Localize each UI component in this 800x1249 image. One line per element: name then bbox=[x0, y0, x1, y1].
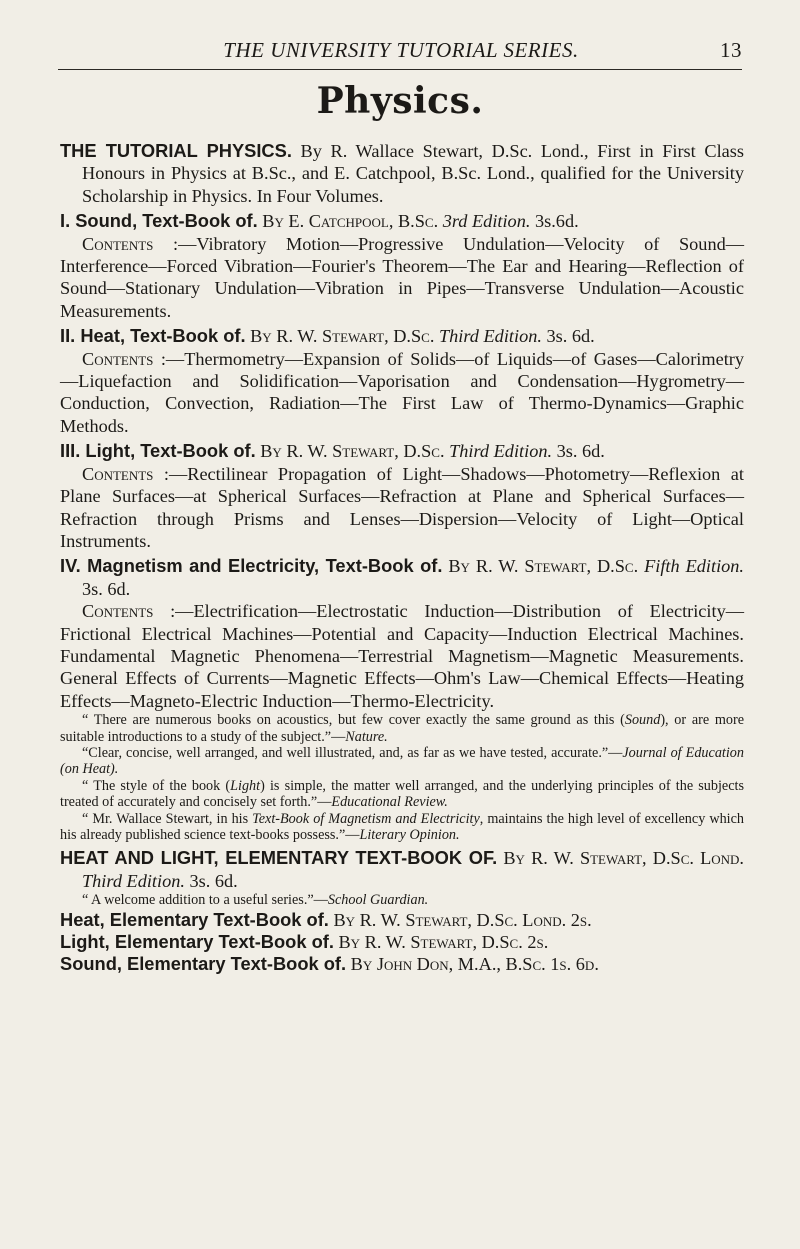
review-title: Text-Book of Magnetism and Electricity bbox=[252, 810, 480, 827]
short-item-details: By R. W. Stewart, D.Sc. 2s. bbox=[333, 932, 549, 953]
short-item-details: By R. W. Stewart, D.Sc. Lond. 2s. bbox=[328, 909, 592, 930]
volume-contents bbox=[60, 233, 744, 323]
volume-heading: II. Heat, Text-Book of. bbox=[60, 325, 246, 347]
elementary-price: 3s. 6d. bbox=[184, 870, 238, 891]
review-source: Educational Review. bbox=[331, 794, 448, 811]
volume-edition: 3rd Edition. bbox=[442, 211, 531, 232]
volume-price: 3s.6d. bbox=[530, 211, 579, 232]
contents-text: —Rectilinear Propagation of Light—Shadows—Photometry—Reflexion at Plane Surfaces—at Spherical Surfaces—Refraction at Plane and Spherical Surfaces—Refraction through Prisms and Lenses—Dispersion—Velocity of Light—Optical Instruments. bbox=[60, 463, 744, 551]
review-source: Nature. bbox=[345, 728, 388, 745]
contents-text: —Thermometry—Expansion of Solids—of Liquids—of Gases—Calorimetry—Liquefaction and Solidification—Vaporisation and Condensation—Hygrometry—Conduction, Convection, Radiation—The First Law of Thermo-Dynamics—Graphic Methods. bbox=[60, 348, 744, 436]
review-text: “ Mr. Wallace Stewart, in his bbox=[82, 810, 253, 827]
review-title: Light bbox=[230, 777, 261, 794]
volume-price: 3s. 6d. bbox=[552, 441, 605, 462]
page-number: 13 bbox=[720, 38, 742, 62]
volume-entry bbox=[60, 325, 744, 347]
section-title: Physics. bbox=[316, 80, 484, 122]
contents-label: Contents : bbox=[82, 601, 176, 622]
review-text: “ The style of the book ( bbox=[82, 777, 231, 794]
volume-entry bbox=[60, 440, 744, 462]
volume-author: By R. W. Stewart, D.Sc. bbox=[245, 326, 439, 347]
elementary-review-source: School Guardian. bbox=[327, 892, 429, 909]
catalogue-body bbox=[60, 140, 744, 976]
elementary-title: HEAT AND LIGHT, ELEMENTARY TEXT-BOOK OF. bbox=[60, 847, 498, 869]
review-quote bbox=[60, 712, 744, 745]
elementary-review-text: “ A welcome addition to a useful series.”— bbox=[82, 892, 328, 909]
volume-author: By R. W. Stewart, D.Sc. bbox=[255, 441, 450, 462]
review-text: “ There are numerous books on acoustics, but few cover exactly the same ground as this ( bbox=[82, 712, 625, 729]
contents-text: —Vibratory Motion—Progressive Undulation—Velocity of Sound—Interference—Forced Vibration—Fourier's Theorem—The Ear and Hearing—Reflection of Sound—Stationary Undulation—Vibration in Pipes—Transverse Undulation—Acoustic Measurements. bbox=[60, 233, 745, 321]
short-item bbox=[60, 909, 744, 931]
volume-edition: Fifth Edition. bbox=[644, 556, 744, 577]
short-item bbox=[60, 931, 744, 953]
volume-contents bbox=[60, 463, 744, 553]
volume-entry bbox=[60, 555, 744, 600]
short-item-details: By John Don, M.A., B.Sc. 1s. 6d. bbox=[346, 954, 599, 975]
elementary-by: By R. W. Stewart, D.Sc. Lond. bbox=[497, 848, 744, 869]
elementary-edition: Third Edition. bbox=[82, 870, 185, 891]
contents-label: Contents : bbox=[82, 233, 179, 254]
volume-entry bbox=[60, 210, 744, 232]
volume-author: By E. Catchpool, B.Sc. bbox=[257, 211, 443, 232]
review-quote bbox=[60, 745, 744, 778]
review-list bbox=[60, 712, 744, 843]
review-text: “Clear, concise, well arranged, and well illustrated, and, as far as we have tested, accurate.”— bbox=[82, 744, 623, 761]
review-text-end: ) is simple, the matter well arranged, and the underlying principles of the subjects treated of accurately and concisely set forth.”— bbox=[60, 777, 744, 811]
header-rule bbox=[58, 69, 742, 70]
volume-list bbox=[60, 210, 744, 712]
volume-author: By R. W. Stewart, D.Sc. bbox=[442, 556, 645, 577]
short-item-heading: Light, Elementary Text-Book of. bbox=[60, 931, 334, 953]
review-source: Journal of Education (on Heat). bbox=[60, 744, 744, 778]
volume-price: 3s. 6d. bbox=[541, 326, 595, 347]
volume-heading: IV. Magnetism and Electricity, Text-Book of. bbox=[60, 555, 443, 577]
intro-title: THE TUTORIAL PHYSICS. bbox=[60, 140, 292, 161]
review-source: Literary Opinion. bbox=[359, 827, 460, 843]
intro-text: By R. Wallace Stewart, D.Sc. Lond., First in First Class Honours in Physics at B.Sc., and E. Catchpool, B.Sc. Lond., qualified for the University Scholarship in Physics. In Four Volumes. bbox=[82, 141, 744, 206]
volume-edition: Third Edition. bbox=[449, 441, 553, 462]
series-title: THE UNIVERSITY TUTORIAL SERIES. bbox=[223, 38, 579, 62]
review-text-end: , maintains the high level of excellency which his already published science text-books possess.”— bbox=[60, 810, 744, 843]
short-item bbox=[60, 953, 744, 975]
short-item-heading: Sound, Elementary Text-Book of. bbox=[60, 953, 347, 975]
volume-price: 3s. 6d. bbox=[82, 578, 131, 599]
review-text-end: ), or are more suitable introductions to a study of the subject.”— bbox=[60, 712, 744, 745]
intro-entry bbox=[60, 140, 744, 207]
review-quote bbox=[60, 778, 744, 811]
elementary-entry bbox=[60, 847, 744, 892]
contents-label: Contents : bbox=[82, 348, 166, 369]
contents-text: —Electrification—Electrostatic Induction—Distribution of Electricity—Frictional Electrical Machines—Potential and Capacity—Induction Electrical Machines. Fundamental Magnetic Phenomena—Terrestrial Magnetism—Magnetic Measurements. General Effects of Currents—Magnetic Effects—Ohm's Law—Chemical Effects—Heating Effects—Magneto-Electric Induction—Thermo-Electricity. bbox=[60, 601, 745, 711]
review-title: Sound bbox=[624, 712, 661, 729]
review-quote bbox=[60, 811, 744, 844]
volume-edition: Third Edition. bbox=[438, 326, 542, 347]
contents-label: Contents : bbox=[82, 463, 169, 484]
short-item-list bbox=[60, 909, 744, 976]
short-item-heading: Heat, Elementary Text-Book of. bbox=[60, 908, 329, 930]
volume-heading: I. Sound, Text-Book of. bbox=[60, 210, 258, 232]
volume-contents bbox=[60, 600, 744, 712]
elementary-review bbox=[60, 892, 744, 908]
volume-contents bbox=[60, 348, 744, 438]
volume-heading: III. Light, Text-Book of. bbox=[60, 440, 256, 462]
